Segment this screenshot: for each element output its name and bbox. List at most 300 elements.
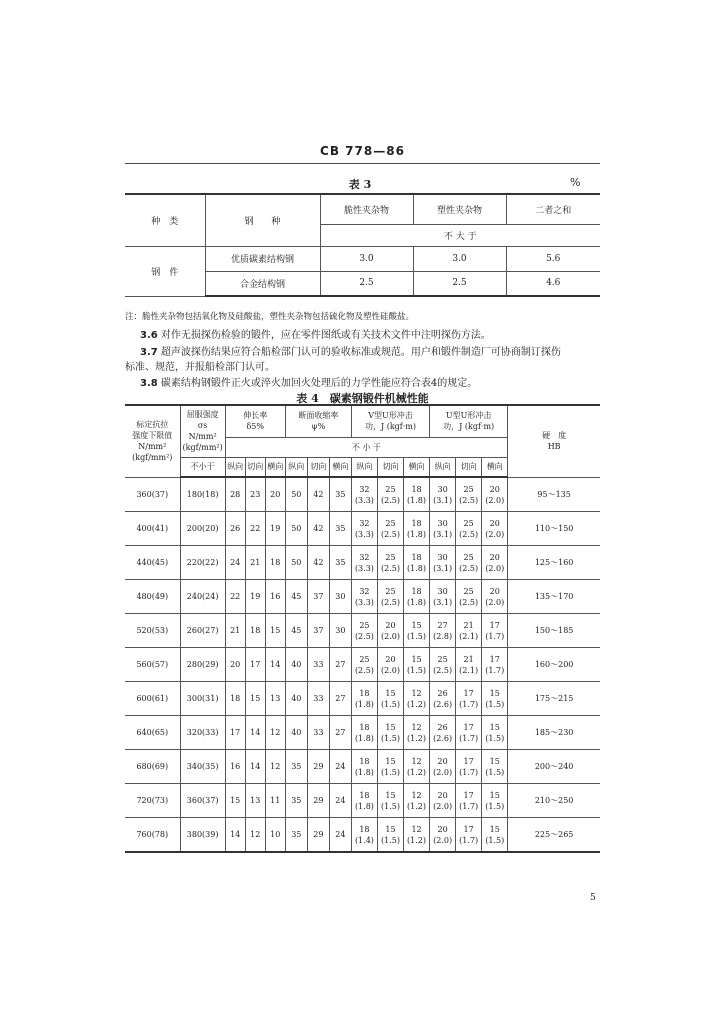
- impact-kgfm: (1.8): [407, 529, 427, 539]
- impact-kgfm: (1.8): [354, 767, 374, 777]
- impact-cell: [482, 716, 508, 750]
- impact-kgfm: (2.5): [459, 597, 479, 607]
- impact-cell: [404, 614, 430, 648]
- table-cell: 440(45): [125, 546, 180, 580]
- table-row: [125, 784, 600, 818]
- table-cell: 45: [285, 614, 307, 648]
- impact-kgfm: (2.8): [433, 631, 453, 641]
- table-cell: 200(20): [180, 512, 225, 546]
- impact-kgfm: (3.1): [433, 597, 453, 607]
- impact-kgfm: (1.7): [459, 801, 479, 811]
- table-cell: 24: [329, 784, 351, 818]
- impact-joule: 25: [359, 654, 370, 664]
- impact-kgfm: (1.2): [407, 835, 427, 845]
- impact-cell: [430, 546, 456, 580]
- inclusion-table: [125, 193, 600, 297]
- table-cell: 13: [245, 784, 265, 818]
- table-cell: 5.6: [506, 246, 600, 271]
- paragraph-3-7-cont: 标准、规范，并报船检部门认可。: [125, 362, 275, 373]
- impact-kgfm: (1.8): [354, 801, 374, 811]
- impact-cell: [404, 818, 430, 853]
- table-cell: 24: [329, 750, 351, 784]
- impact-joule: 18: [359, 688, 370, 698]
- table-cell: 680(69): [125, 750, 180, 784]
- impact-kgfm: (2.0): [485, 597, 505, 607]
- table-cell: 17: [245, 648, 265, 682]
- impact-kgfm: (2.5): [380, 495, 400, 505]
- dir-header: 横向: [265, 457, 285, 477]
- table-cell: 26: [225, 512, 245, 546]
- impact-cell: [377, 682, 403, 716]
- table-cell: 15: [265, 614, 285, 648]
- col-hardness-header: 硬 度 HB: [508, 405, 600, 477]
- impact-joule: 18: [411, 586, 422, 596]
- paragraph-3-8: [140, 374, 477, 389]
- impact-cell: [351, 648, 377, 682]
- impact-joule: 15: [489, 756, 500, 766]
- impact-kgfm: (2.1): [459, 631, 479, 641]
- impact-joule: 12: [411, 790, 422, 800]
- table-cell: 29: [307, 750, 329, 784]
- table-cell: 27: [329, 716, 351, 750]
- table-cell: 560(57): [125, 648, 180, 682]
- table-cell: 10: [265, 818, 285, 853]
- impact-joule: 17: [489, 654, 500, 664]
- table-cell: 380(39): [180, 818, 225, 853]
- table-cell: 50: [285, 477, 307, 512]
- col-brittle-header: 脆性夹杂物: [320, 194, 413, 224]
- table-cell: 45: [285, 580, 307, 614]
- impact-kgfm: (1.5): [485, 733, 505, 743]
- impact-joule: 20: [385, 654, 396, 664]
- impact-cell: [404, 512, 430, 546]
- impact-joule: 32: [359, 518, 370, 528]
- impact-joule: 15: [489, 824, 500, 834]
- impact-cell: [351, 750, 377, 784]
- impact-cell: [456, 477, 482, 512]
- impact-kgfm: (3.1): [433, 563, 453, 573]
- table-cell: 600(61): [125, 682, 180, 716]
- table-cell: 14: [245, 750, 265, 784]
- impact-kgfm: (1.5): [407, 631, 427, 641]
- impact-kgfm: (1.2): [407, 699, 427, 709]
- impact-cell: [377, 614, 403, 648]
- table-cell: 24: [329, 818, 351, 853]
- impact-kgfm: (1.5): [380, 801, 400, 811]
- impact-joule: 18: [411, 518, 422, 528]
- impact-joule: 20: [489, 484, 500, 494]
- impact-kgfm: (3.3): [354, 563, 374, 573]
- table-cell: 95～135: [508, 477, 600, 512]
- impact-cell: [404, 716, 430, 750]
- impact-cell: [404, 750, 430, 784]
- col-kind-header: 种 类: [125, 194, 205, 246]
- table-cell: 23: [245, 477, 265, 512]
- impact-joule: 12: [411, 756, 422, 766]
- table-cell: 12: [265, 716, 285, 750]
- impact-cell: [404, 546, 430, 580]
- table-cell: 50: [285, 512, 307, 546]
- impact-joule: 15: [385, 722, 396, 732]
- impact-joule: 17: [463, 722, 474, 732]
- impact-joule: 21: [463, 620, 474, 630]
- table-cell: 14: [245, 716, 265, 750]
- table-cell: 35: [329, 546, 351, 580]
- paragraph-3-7: [140, 343, 561, 358]
- dir-header: 切向: [377, 457, 403, 477]
- impact-joule: 17: [463, 756, 474, 766]
- impact-kgfm: (1.7): [485, 631, 505, 641]
- table-cell: 240(24): [180, 580, 225, 614]
- table-cell: 360(37): [180, 784, 225, 818]
- impact-cell: [430, 716, 456, 750]
- impact-kgfm: (2.0): [433, 801, 453, 811]
- impact-kgfm: (1.5): [485, 767, 505, 777]
- impact-joule: 32: [359, 586, 370, 596]
- col-steel-header: 钢 种: [205, 194, 320, 246]
- impact-cell: [482, 784, 508, 818]
- impact-cell: [482, 648, 508, 682]
- impact-joule: 20: [437, 756, 448, 766]
- impact-joule: 30: [437, 484, 448, 494]
- table-cell: 27: [329, 648, 351, 682]
- impact-cell: [351, 784, 377, 818]
- impact-joule: 15: [411, 620, 422, 630]
- impact-joule: 12: [411, 688, 422, 698]
- impact-kgfm: (1.5): [380, 835, 400, 845]
- impact-cell: [377, 477, 403, 512]
- impact-kgfm: (2.5): [380, 597, 400, 607]
- impact-cell: [351, 818, 377, 853]
- table-cell: 260(27): [180, 614, 225, 648]
- standard-code-header: CB 778—86: [320, 144, 405, 158]
- not-less-short: 不小于: [180, 457, 225, 477]
- table-cell: 12: [265, 750, 285, 784]
- impact-joule: 18: [359, 790, 370, 800]
- table-cell: 14: [225, 818, 245, 853]
- steel-name: 合金结构钢: [205, 271, 320, 296]
- impact-cell: [351, 614, 377, 648]
- clause-number: 3.6: [140, 330, 158, 341]
- impact-cell: [430, 580, 456, 614]
- impact-cell: [482, 682, 508, 716]
- impact-kgfm: (1.2): [407, 733, 427, 743]
- impact-joule: 15: [489, 790, 500, 800]
- dir-header: 纵向: [285, 457, 307, 477]
- table-cell: 220(22): [180, 546, 225, 580]
- steel-name: 优质碳素结构钢: [205, 246, 320, 271]
- impact-cell: [456, 546, 482, 580]
- impact-kgfm: (1.7): [459, 835, 479, 845]
- impact-cell: [377, 784, 403, 818]
- table-cell: 400(41): [125, 512, 180, 546]
- impact-cell: [377, 546, 403, 580]
- table-cell: 16: [225, 750, 245, 784]
- impact-joule: 25: [463, 484, 474, 494]
- impact-cell: [482, 512, 508, 546]
- impact-joule: 20: [385, 620, 396, 630]
- impact-cell: [456, 784, 482, 818]
- table-cell: 22: [225, 580, 245, 614]
- impact-cell: [482, 580, 508, 614]
- table-cell: 33: [307, 648, 329, 682]
- table-cell: 19: [245, 580, 265, 614]
- impact-kgfm: (1.7): [459, 733, 479, 743]
- col-plastic-header: 塑性夹杂物: [413, 194, 506, 224]
- dir-header: 切向: [245, 457, 265, 477]
- impact-cell: [404, 477, 430, 512]
- impact-cell: [430, 818, 456, 853]
- table-row: [125, 682, 600, 716]
- table-cell: 42: [307, 546, 329, 580]
- impact-cell: [404, 648, 430, 682]
- impact-joule: 18: [411, 552, 422, 562]
- table-row: [125, 580, 600, 614]
- dir-header: 横向: [404, 457, 430, 477]
- table-cell: 37: [307, 614, 329, 648]
- table-cell: 320(33): [180, 716, 225, 750]
- impact-kgfm: (2.0): [433, 835, 453, 845]
- table-cell: 35: [329, 477, 351, 512]
- col-u-impact-header: U型U形冲击 功，J (kgf·m): [430, 405, 508, 437]
- table-cell: 360(37): [125, 477, 180, 512]
- impact-kgfm: (1.7): [459, 699, 479, 709]
- table-cell: 180(18): [180, 477, 225, 512]
- impact-cell: [351, 682, 377, 716]
- impact-joule: 15: [385, 756, 396, 766]
- table-cell: 30: [329, 580, 351, 614]
- table-cell: 40: [285, 682, 307, 716]
- impact-kgfm: (1.5): [380, 699, 400, 709]
- impact-joule: 25: [359, 620, 370, 630]
- impact-joule: 25: [385, 518, 396, 528]
- impact-joule: 20: [437, 790, 448, 800]
- impact-joule: 25: [437, 654, 448, 664]
- impact-joule: 25: [463, 552, 474, 562]
- dir-header: 纵向: [351, 457, 377, 477]
- paragraph-text: 碳素结构钢锻件正火或淬火加回火处理后的力学性能应符合表4的规定。: [160, 378, 478, 389]
- impact-cell: [482, 614, 508, 648]
- impact-joule: 30: [437, 552, 448, 562]
- table-cell: 27: [329, 682, 351, 716]
- impact-kgfm: (1.2): [407, 801, 427, 811]
- table-cell: 35: [285, 818, 307, 853]
- impact-joule: 32: [359, 552, 370, 562]
- impact-kgfm: (2.0): [485, 495, 505, 505]
- impact-cell: [351, 716, 377, 750]
- paragraph-text: 对作无损探伤检验的锻件，应在零件图纸或有关技术文件中注明探伤方法。: [160, 330, 491, 341]
- impact-joule: 15: [489, 688, 500, 698]
- impact-kgfm: (2.0): [485, 529, 505, 539]
- impact-kgfm: (1.8): [407, 495, 427, 505]
- dir-header: 横向: [482, 457, 508, 477]
- impact-kgfm: (1.5): [380, 733, 400, 743]
- col-sum-header: 二者之和: [506, 194, 600, 224]
- impact-kgfm: (1.5): [485, 699, 505, 709]
- table-cell: 21: [225, 614, 245, 648]
- impact-kgfm: (2.1): [459, 665, 479, 675]
- impact-kgfm: (2.0): [380, 631, 400, 641]
- impact-kgfm: (2.0): [433, 767, 453, 777]
- table-cell: 480(49): [125, 580, 180, 614]
- impact-cell: [456, 648, 482, 682]
- impact-cell: [351, 546, 377, 580]
- impact-joule: 20: [489, 552, 500, 562]
- impact-cell: [430, 512, 456, 546]
- impact-cell: [430, 648, 456, 682]
- table-cell: 40: [285, 648, 307, 682]
- table-row: [125, 477, 600, 512]
- clause-number: 3.7: [140, 347, 158, 358]
- impact-kgfm: (2.5): [459, 495, 479, 505]
- table-cell: 13: [265, 682, 285, 716]
- table-cell: 280(29): [180, 648, 225, 682]
- table-cell: 11: [265, 784, 285, 818]
- impact-cell: [430, 614, 456, 648]
- impact-kgfm: (2.5): [354, 631, 374, 641]
- table-cell: 640(65): [125, 716, 180, 750]
- table-cell: 33: [307, 682, 329, 716]
- impact-kgfm: (2.5): [433, 665, 453, 675]
- impact-joule: 15: [385, 688, 396, 698]
- impact-kgfm: (3.3): [354, 597, 374, 607]
- impact-kgfm: (2.6): [433, 733, 453, 743]
- table-cell: 185～230: [508, 716, 600, 750]
- impact-kgfm: (3.1): [433, 529, 453, 539]
- impact-joule: 17: [489, 620, 500, 630]
- impact-joule: 17: [463, 790, 474, 800]
- impact-cell: [377, 716, 403, 750]
- table-cell: 42: [307, 477, 329, 512]
- impact-cell: [430, 750, 456, 784]
- table-cell: 30: [329, 614, 351, 648]
- table-cell: 22: [245, 512, 265, 546]
- impact-joule: 30: [437, 518, 448, 528]
- table-cell: 110～150: [508, 512, 600, 546]
- table-cell: 40: [285, 716, 307, 750]
- impact-joule: 15: [489, 722, 500, 732]
- table-row: [125, 716, 600, 750]
- table-cell: 2.5: [320, 271, 413, 296]
- impact-cell: [456, 716, 482, 750]
- impact-joule: 26: [437, 722, 448, 732]
- impact-cell: [456, 512, 482, 546]
- impact-cell: [430, 477, 456, 512]
- impact-joule: 12: [411, 824, 422, 834]
- table-cell: 200～240: [508, 750, 600, 784]
- header-rule: [125, 163, 600, 164]
- impact-joule: 26: [437, 688, 448, 698]
- impact-kgfm: (2.5): [354, 665, 374, 675]
- impact-joule: 15: [385, 790, 396, 800]
- impact-joule: 25: [463, 586, 474, 596]
- impact-cell: [404, 682, 430, 716]
- impact-cell: [456, 614, 482, 648]
- table-cell: 210～250: [508, 784, 600, 818]
- impact-kgfm: (1.4): [354, 835, 374, 845]
- table3-unit: %: [570, 176, 581, 189]
- impact-kgfm: (1.7): [459, 767, 479, 777]
- impact-kgfm: (1.2): [407, 767, 427, 777]
- col-v-impact-header: V型U形冲击 功，J (kgf·m): [351, 405, 429, 437]
- table-cell: 42: [307, 512, 329, 546]
- impact-joule: 20: [489, 518, 500, 528]
- impact-cell: [377, 648, 403, 682]
- impact-kgfm: (2.5): [380, 563, 400, 573]
- impact-cell: [404, 784, 430, 818]
- table-cell: 28: [225, 477, 245, 512]
- table-cell: 20: [225, 648, 245, 682]
- dir-header: 纵向: [225, 457, 245, 477]
- impact-kgfm: (2.0): [485, 563, 505, 573]
- not-greater-header: 不 大 于: [320, 224, 600, 246]
- impact-kgfm: (3.3): [354, 529, 374, 539]
- impact-joule: 15: [411, 654, 422, 664]
- impact-cell: [482, 546, 508, 580]
- col-yield-header: 屈服强度 σs N/mm² (kgf/mm²): [180, 405, 225, 457]
- impact-kgfm: (3.1): [433, 495, 453, 505]
- table-cell: 175～215: [508, 682, 600, 716]
- impact-kgfm: (2.6): [433, 699, 453, 709]
- impact-joule: 21: [463, 654, 474, 664]
- paragraph-3-6: [140, 326, 491, 341]
- table-row: [125, 512, 600, 546]
- impact-kgfm: (2.5): [459, 563, 479, 573]
- table-cell: 35: [285, 750, 307, 784]
- impact-kgfm: (1.5): [485, 801, 505, 811]
- impact-kgfm: (1.7): [485, 665, 505, 675]
- impact-joule: 32: [359, 484, 370, 494]
- table-cell: 150～185: [508, 614, 600, 648]
- impact-joule: 18: [359, 824, 370, 834]
- impact-cell: [404, 580, 430, 614]
- table-cell: 3.0: [413, 246, 506, 271]
- impact-cell: [482, 750, 508, 784]
- table-row: [125, 648, 600, 682]
- impact-cell: [482, 818, 508, 853]
- table-cell: 18: [225, 682, 245, 716]
- table-cell: 12: [245, 818, 265, 853]
- not-less-header: 不 小 于: [225, 437, 508, 457]
- col-elongation-header: 伸长率 δ5%: [225, 405, 285, 437]
- table3-title: 表 3: [348, 178, 372, 191]
- impact-cell: [351, 477, 377, 512]
- impact-kgfm: (2.5): [380, 529, 400, 539]
- impact-cell: [456, 682, 482, 716]
- table-cell: 4.6: [506, 271, 600, 296]
- impact-cell: [456, 580, 482, 614]
- table-cell: 29: [307, 784, 329, 818]
- table-cell: 20: [265, 477, 285, 512]
- dir-header: 纵向: [430, 457, 456, 477]
- table-cell: 33: [307, 716, 329, 750]
- impact-cell: [351, 580, 377, 614]
- table-cell: 17: [225, 716, 245, 750]
- table-cell: 29: [307, 818, 329, 853]
- table3-note: 注：脆性夹杂物包括氧化物及硅酸盐，塑性夹杂物包括硫化物及塑性硅酸盐。: [125, 312, 415, 322]
- table-row: [125, 750, 600, 784]
- impact-kgfm: (1.5): [485, 835, 505, 845]
- table-cell: 18: [265, 546, 285, 580]
- table-cell: 160～200: [508, 648, 600, 682]
- table-cell: 16: [265, 580, 285, 614]
- table-cell: 35: [329, 512, 351, 546]
- impact-joule: 20: [437, 824, 448, 834]
- impact-joule: 27: [437, 620, 448, 630]
- table-cell: 125～160: [508, 546, 600, 580]
- dir-header: 横向: [329, 457, 351, 477]
- impact-joule: 25: [385, 484, 396, 494]
